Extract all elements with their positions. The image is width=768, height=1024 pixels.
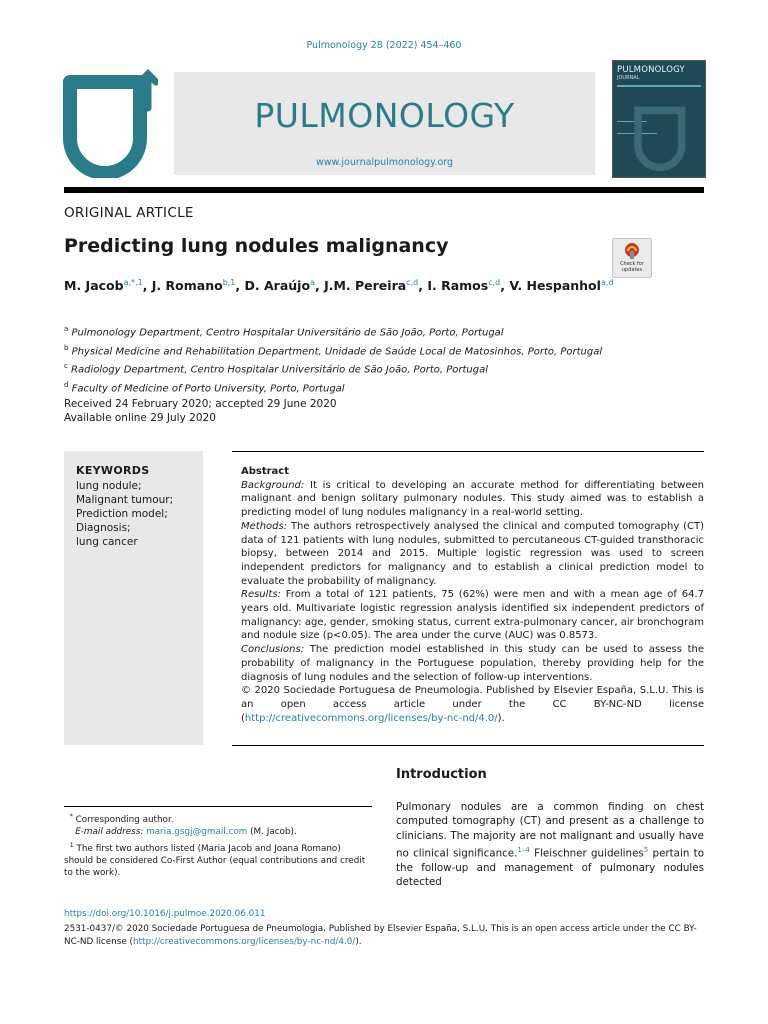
keyword-item: Prediction model; [76,508,168,520]
abstract-bottom-rule [232,745,704,746]
affiliation-item [64,341,602,360]
cover-subtitle: JOURNAL [617,75,640,81]
abstract-methods: Methods: The authors retrospectively analysed the clinical and computed tomography (CT) data of 121 patients with lung nodules, submitted to percutaneous CT-guided transthoracic biopsy, between 2014 and 2015. Multiple logistic regression was used to screen independent predictors for malignancy and to establish a clinical prediction model to evaluate the probability of malignancy. [241,520,704,587]
keywords-heading: KEYWORDS [76,464,150,477]
affiliation-mark: b [64,343,69,352]
keyword-item: Diagnosis; [76,522,131,534]
doi-link[interactable]: https://doi.org/10.1016/j.pulmoe.2020.06.011 [64,909,266,919]
author-name: D. Araújo [244,278,311,294]
author-separator: , [142,278,152,294]
author-affiliation-marks[interactable]: b,1 [222,278,236,287]
author-list [64,278,613,293]
received-date: Received 24 February 2020; accepted 29 June 2020 [64,398,337,410]
header-rule [64,187,704,193]
check-for-updates-button[interactable] [612,238,652,278]
abstract [241,465,704,725]
footer-license-link[interactable]: http://creativecommons.org/licenses/by-nc-nd/4.0/ [132,936,356,947]
article-dates [64,397,337,425]
abstract-results: Results: From a total of 121 patients, 75 (62%) were men and with a mean age of 64.7 years old. Multivariate logistic regression analysis identified six independent predictors of malignancy: age, gender, smoking status, current extra-pulmonary cancer, air bronchogram and nodule size (p<0.05). The area under the curve (AUC) was 0.8573. [241,589,704,642]
abstract-copyright: © 2020 Sociedade Portuguesa de Pneumologia. Published by Elsevier España, S.L.U. This is an open access article under the CC BY-NC-ND license (http://creativecommons.org/licenses/by-nc-nd/4.0/). [241,685,704,724]
introduction-text: Pulmonary nodules are a common finding on chest computed tomography (CT) and present as a challenge to clinicians. The majority are not malignant and usually have no clinical significance.$^{1-4}$ Fleischner guidelines$^5$ pertain to the follow-up and management of pulmonary nodules detected [396,801,704,888]
affiliation-text: Faculty of Medicine of Porto University, Porto, Portugal [71,383,345,395]
author [152,278,245,293]
keywords-box [64,451,203,745]
affiliation-text: Pulmonology Department, Centro Hospitalar Universitário de São João, Porto, Portugal [71,327,504,339]
article-title: Predicting lung nodules malignancy [64,235,449,257]
author-affiliation-marks[interactable]: c,d [488,278,501,287]
footnotes [64,810,372,879]
journal-cover-thumbnail[interactable] [612,60,706,178]
affiliation-mark: c [64,362,68,371]
affiliations [64,322,602,397]
affiliation-item [64,322,602,341]
author [245,278,325,293]
author-affiliation-marks[interactable]: a,d [600,278,614,287]
introduction-heading: Introduction [396,767,487,782]
author-name: J. Romano [151,278,223,294]
affiliation-text: Radiology Department, Centro Hospitalar Universitário de São João, Porto, Portugal [71,364,488,376]
author-name: V. Hespanhol [509,278,601,294]
abstract-top-rule [232,451,704,452]
affiliation-text: Physical Medicine and Rehabilitation Department, Unidade de Saúde Local de Matosinhos, Porto, Portugal [71,345,603,357]
author-affiliation-marks[interactable]: a,*,1 [123,278,143,287]
author-separator: , [500,278,510,294]
author [509,278,613,293]
author-separator: , [235,278,245,294]
author [64,278,152,293]
reference-link[interactable]: 5 [643,845,649,854]
cover-logo-icon [633,101,693,171]
article-type: ORIGINAL ARTICLE [64,205,194,221]
cover-title: PULMONOLOGY [617,65,685,75]
author [324,278,427,293]
journal-name: PULMONOLOGY [254,96,515,135]
affiliation-item [64,359,602,378]
author-name: M. Jacob [64,278,124,294]
abstract-heading: Abstract [241,466,290,477]
keyword-item: lung cancer [76,536,138,548]
email-link[interactable]: maria.gsgj@gmail.com [146,827,248,838]
author-separator: , [314,278,325,294]
journal-url-link[interactable]: www.journalpulmonology.org [315,157,454,168]
first-author-note: $^1$ The first two authors listed (Maria Jacob and Joana Romano) should be considered Co-First Author (equal contributions and credit to the work). [64,840,366,879]
abstract-conclusions: Conclusions: The prediction model established in this study can be used to assess the probability of malignancy in the Portuguese population, thereby providing help for the diagnosis of lung nodules and the selection of follow-up interventions. [241,644,704,683]
abstract-background: Background: It is critical to developing an accurate method for differentiating between malignant and benign solitary pulmonary nodules. This study aimed was to establish a predicting model of lung nodules malignancy in a real-world setting. [241,479,704,519]
author-affiliation-marks[interactable]: a [310,278,315,287]
author-separator: , [418,278,428,294]
footnote-rule [64,806,372,807]
author-affiliation-marks[interactable]: c,d [406,278,419,287]
journal-banner [174,72,595,175]
affiliation-item [64,378,602,397]
pulmonology-logo-icon [62,68,158,178]
corresponding-author-note: * Corresponding author. [69,812,174,825]
footer-copyright: 2531-0437/© 2020 Sociedade Portuguesa de Pneumologia. Published by Elsevier España, S.L.U. This is an open access article under the CC BY-NC-ND license (http://creativecommons.org/licenses/by-nc-nd/4.0/). [64,924,697,947]
reference-link[interactable]: 1–4 [517,845,530,854]
available-date: Available online 29 July 2020 [64,412,216,424]
affiliation-mark: a [64,325,69,333]
author [427,278,509,293]
cover-divider [617,85,701,87]
author-name: I. Ramos [427,278,489,294]
check-for-updates-label: Check for updates [620,261,644,273]
keyword-item: Malignant tumour; [76,494,174,506]
journal-citation[interactable]: Pulmonology 28 (2022) 454–460 [306,40,462,51]
license-link[interactable]: http://creativecommons.org/licenses/by-nc-nd/4.0/ [244,712,498,724]
affiliation-mark: d [64,380,69,389]
email-note: E-mail address: maria.gsgj@gmail.com (M. Jacob). [75,827,297,838]
check-for-updates-icon [624,242,640,260]
keyword-item: lung nodule; [76,480,142,492]
author-name: J.M. Pereira [324,278,407,294]
keywords-list [76,479,173,549]
